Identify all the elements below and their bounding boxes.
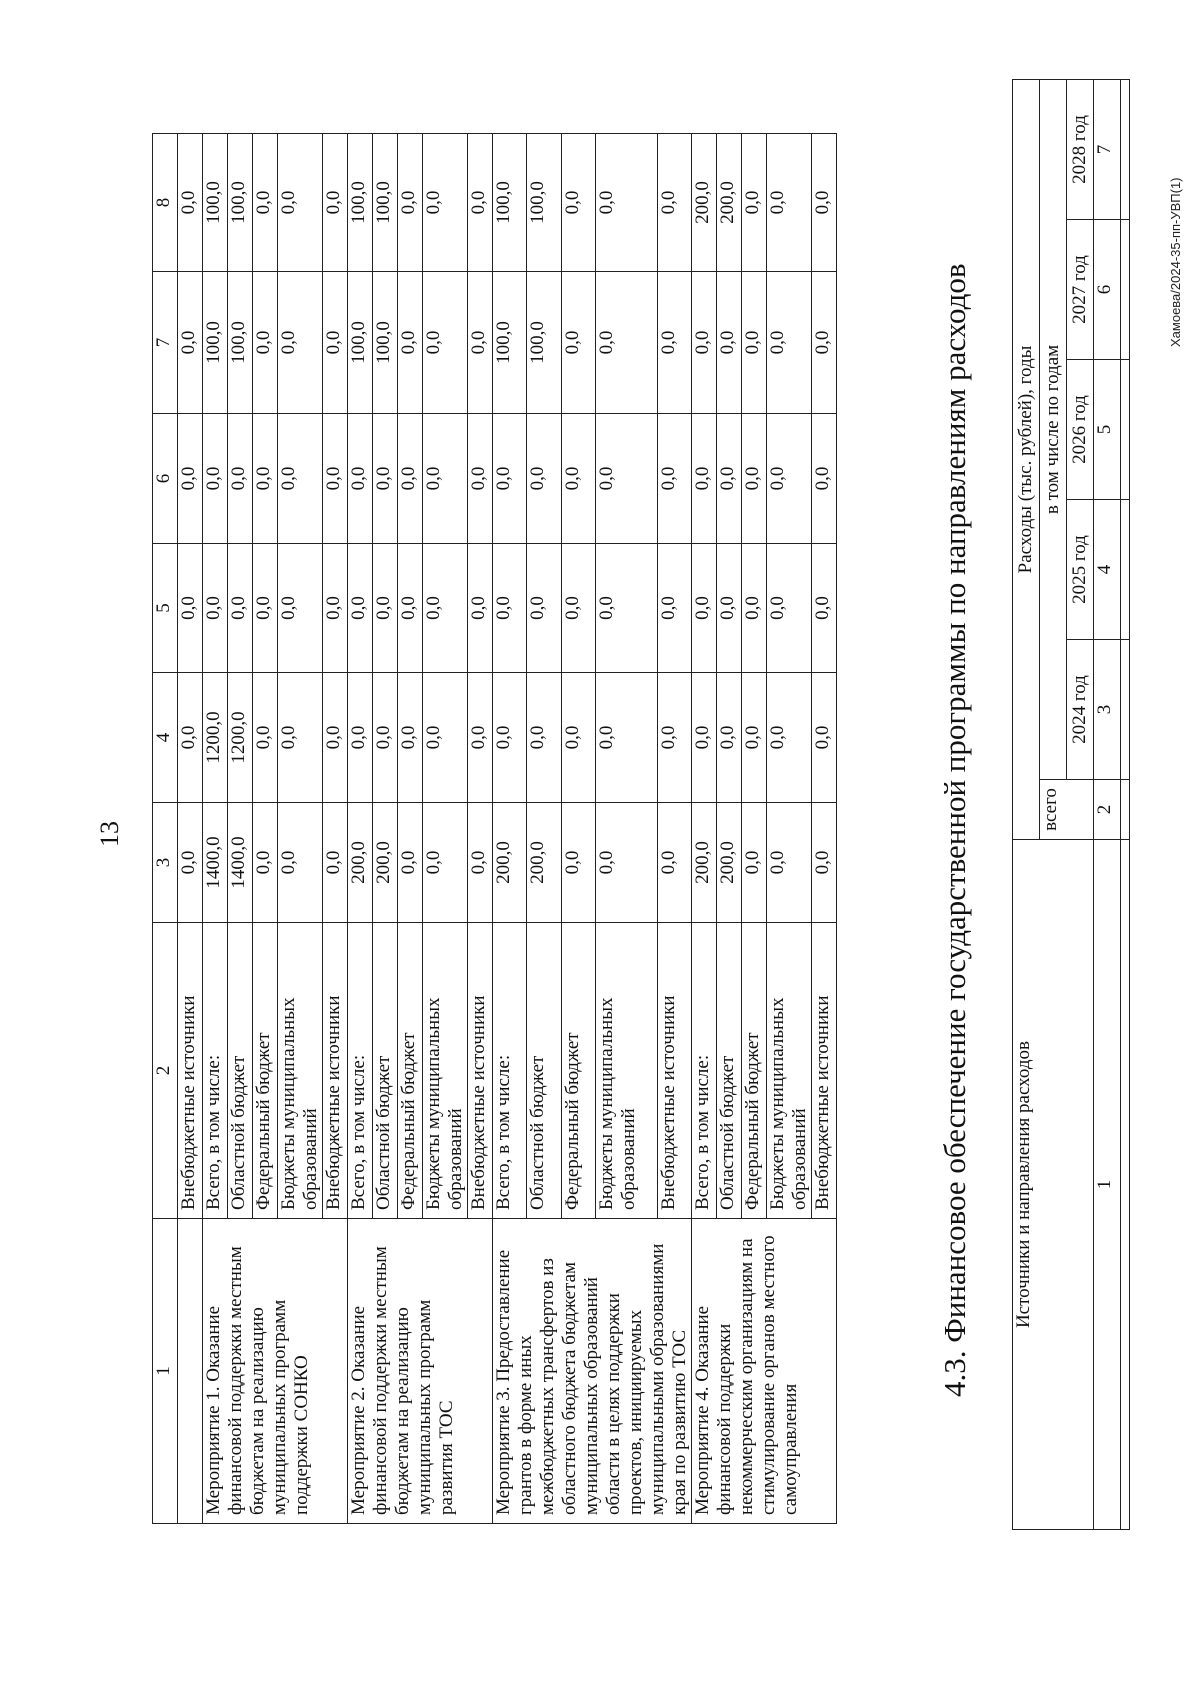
amount-cell: 0,0 (595, 272, 657, 414)
amount-cell: 100,0 (373, 134, 398, 272)
funding-source: Всего, в том числе: (203, 923, 228, 1219)
amount-cell: 0,0 (561, 544, 595, 673)
amount-cell: 200,0 (348, 803, 373, 923)
amount-cell: 0,0 (398, 134, 423, 272)
amount-cell: 200,0 (527, 803, 561, 923)
amount-cell: 0,0 (657, 673, 691, 803)
page-number: 13 (95, 821, 124, 847)
amount-cell: 0,0 (278, 803, 323, 923)
amount-cell: 0,0 (468, 134, 493, 272)
amount-cell: 0,0 (595, 134, 657, 272)
funding-source: Бюджеты муниципальных образований (423, 923, 468, 1219)
amount-cell: 0,0 (493, 414, 527, 544)
amount-cell: 0,0 (348, 673, 373, 803)
amount-cell: 100,0 (228, 134, 253, 272)
amount-cell: 0,0 (253, 544, 278, 673)
amount-cell: 0,0 (423, 803, 468, 923)
total-header: всего (1040, 780, 1094, 840)
amount-cell: 0,0 (742, 544, 767, 673)
empty-cell (1121, 220, 1130, 360)
funding-source: Федеральный бюджет (561, 923, 595, 1219)
amount-cell: 0,0 (717, 414, 742, 544)
event-name: Мероприятие 2. Оказание финансовой поддержки местным бюджетам на реализацию муниципальных программ развития ТОС (348, 1219, 493, 1524)
amount-cell: 100,0 (348, 134, 373, 272)
amount-cell: 0,0 (561, 134, 595, 272)
table-row (692, 134, 717, 1524)
amount-cell: 200,0 (373, 803, 398, 923)
funding-source: Всего, в том числе: (692, 923, 717, 1219)
table-row (203, 134, 228, 1524)
amount-cell: 0,0 (468, 544, 493, 673)
year-header: 2027 год (1067, 220, 1094, 360)
year-header: 2024 год (1067, 640, 1094, 780)
amount-cell: 0,0 (527, 673, 561, 803)
funding-source: Областной бюджет (228, 923, 253, 1219)
amount-cell: 0,0 (767, 803, 812, 923)
amount-cell: 0,0 (767, 544, 812, 673)
amount-cell: 0,0 (812, 544, 837, 673)
amount-cell: 0,0 (527, 414, 561, 544)
amount-cell: 0,0 (742, 272, 767, 414)
event-name: Мероприятие 4. Оказание финансовой поддержки некоммерческим организациям на стимулирование органов местного самоуправления (692, 1219, 837, 1524)
amount-cell: 0,0 (561, 803, 595, 923)
funding-source: Федеральный бюджет (253, 923, 278, 1219)
amount-cell: 0,0 (278, 544, 323, 673)
expenses-group-header: Расходы (тыс. рублей), годы (1013, 79, 1040, 839)
table-row (493, 134, 527, 1524)
funding-source: Бюджеты муниципальных образований (595, 923, 657, 1219)
amount-cell: 0,0 (323, 134, 348, 272)
funding-source: Областной бюджет (527, 923, 561, 1219)
amount-cell: 1200,0 (228, 673, 253, 803)
amount-cell: 0,0 (767, 673, 812, 803)
funding-source: Областной бюджет (373, 923, 398, 1219)
by-year-header: в том числе по годам (1040, 79, 1067, 779)
amount-cell: 100,0 (228, 272, 253, 414)
empty-cell (1121, 500, 1130, 640)
amount-cell: 0,0 (178, 414, 203, 544)
amount-cell: 0,0 (561, 272, 595, 414)
amount-cell: 0,0 (468, 803, 493, 923)
event-name: Мероприятие 1. Оказание финансовой поддержки местным бюджетам на реализацию муниципальных программ поддержки СОНКО (203, 1219, 348, 1524)
amount-cell: 0,0 (323, 414, 348, 544)
amount-cell: 0,0 (717, 272, 742, 414)
amount-cell: 0,0 (278, 134, 323, 272)
amount-cell: 0,0 (398, 272, 423, 414)
empty-cell (1121, 780, 1130, 840)
amount-cell: 0,0 (398, 414, 423, 544)
funding-source: Внебюджетные источники (468, 923, 493, 1219)
amount-cell: 0,0 (692, 272, 717, 414)
column-number: 4 (1094, 500, 1121, 640)
funding-source: Бюджеты муниципальных образований (278, 923, 323, 1219)
amount-cell: 0,0 (812, 803, 837, 923)
amount-cell: 0,0 (561, 673, 595, 803)
amount-cell: 0,0 (742, 414, 767, 544)
amount-cell: 0,0 (278, 272, 323, 414)
amount-cell: 0,0 (767, 272, 812, 414)
column-number: 7 (153, 272, 178, 414)
amount-cell: 0,0 (595, 673, 657, 803)
amount-cell: 0,0 (692, 414, 717, 544)
amount-cell: 0,0 (323, 803, 348, 923)
document-footer: Хамоева/2024-35-пп-УВП(1) (1168, 177, 1183, 347)
amount-cell: 100,0 (493, 134, 527, 272)
empty-cell (1121, 640, 1130, 780)
amount-cell: 0,0 (812, 134, 837, 272)
amount-cell: 100,0 (527, 134, 561, 272)
amount-cell: 0,0 (323, 673, 348, 803)
amount-cell: 0,0 (253, 272, 278, 414)
column-number: 1 (1094, 840, 1121, 1530)
amount-cell: 0,0 (767, 414, 812, 544)
amount-cell: 0,0 (423, 414, 468, 544)
funding-source: Федеральный бюджет (742, 923, 767, 1219)
funding-table (152, 133, 837, 1524)
amount-cell: 0,0 (423, 134, 468, 272)
amount-cell: 0,0 (178, 134, 203, 272)
year-header: 2028 год (1067, 79, 1094, 219)
amount-cell: 0,0 (468, 673, 493, 803)
amount-cell: 0,0 (178, 272, 203, 414)
amount-cell: 0,0 (692, 544, 717, 673)
amount-cell: 200,0 (692, 134, 717, 272)
amount-cell: 0,0 (278, 414, 323, 544)
amount-cell: 0,0 (742, 673, 767, 803)
column-number: 8 (153, 134, 178, 272)
amount-cell: 0,0 (423, 272, 468, 414)
funding-source: Всего, в том числе: (348, 923, 373, 1219)
amount-cell: 0,0 (398, 803, 423, 923)
amount-cell: 0,0 (692, 673, 717, 803)
amount-cell: 0,0 (348, 414, 373, 544)
amount-cell: 0,0 (468, 272, 493, 414)
amount-cell: 0,0 (178, 544, 203, 673)
amount-cell: 0,0 (812, 272, 837, 414)
amount-cell: 0,0 (398, 544, 423, 673)
amount-cell: 1400,0 (203, 803, 228, 923)
amount-cell: 0,0 (373, 414, 398, 544)
amount-cell: 0,0 (595, 544, 657, 673)
amount-cell: 0,0 (348, 544, 373, 673)
empty-cell (1121, 79, 1130, 219)
amount-cell: 0,0 (493, 673, 527, 803)
column-number: 3 (153, 803, 178, 923)
amount-cell: 100,0 (348, 272, 373, 414)
amount-cell: 0,0 (228, 544, 253, 673)
amount-cell: 100,0 (527, 272, 561, 414)
amount-cell: 0,0 (178, 673, 203, 803)
amount-cell: 0,0 (323, 272, 348, 414)
amount-cell: 100,0 (203, 134, 228, 272)
amount-cell: 200,0 (692, 803, 717, 923)
amount-cell: 0,0 (373, 673, 398, 803)
col-sources-header: Источники и направления расходов (1013, 840, 1094, 1530)
amount-cell: 0,0 (203, 414, 228, 544)
expense-directions-table (1012, 79, 1130, 1530)
amount-cell: 0,0 (203, 544, 228, 673)
column-number: 4 (153, 673, 178, 803)
header-row (153, 134, 178, 1524)
column-number: 5 (1094, 360, 1121, 500)
column-number: 1 (153, 1219, 178, 1524)
funding-source: Областной бюджет (717, 923, 742, 1219)
amount-cell: 0,0 (657, 414, 691, 544)
funding-source: Всего, в том числе: (493, 923, 527, 1219)
table-row (348, 134, 373, 1524)
amount-cell: 0,0 (657, 272, 691, 414)
amount-cell: 0,0 (373, 544, 398, 673)
column-number: 6 (1094, 220, 1121, 360)
empty-cell (1121, 360, 1130, 500)
amount-cell: 0,0 (742, 134, 767, 272)
column-number: 5 (153, 544, 178, 673)
amount-cell: 0,0 (657, 134, 691, 272)
column-number: 6 (153, 414, 178, 544)
amount-cell: 0,0 (398, 673, 423, 803)
column-number: 7 (1094, 79, 1121, 219)
amount-cell: 0,0 (253, 134, 278, 272)
funding-source: Бюджеты муниципальных образований (767, 923, 812, 1219)
amount-cell: 0,0 (253, 673, 278, 803)
amount-cell: 0,0 (278, 673, 323, 803)
funding-source: Внебюджетные источники (178, 923, 203, 1219)
amount-cell: 0,0 (423, 544, 468, 673)
empty-cell (1121, 840, 1130, 1530)
table-row (178, 134, 203, 1524)
amount-cell: 0,0 (228, 414, 253, 544)
amount-cell: 0,0 (657, 803, 691, 923)
amount-cell: 100,0 (203, 272, 228, 414)
event-name (178, 1219, 203, 1524)
amount-cell: 1400,0 (228, 803, 253, 923)
amount-cell: 1200,0 (203, 673, 228, 803)
amount-cell: 0,0 (253, 414, 278, 544)
amount-cell: 0,0 (423, 673, 468, 803)
amount-cell: 0,0 (527, 544, 561, 673)
event-name: Мероприятие 3. Предоставление грантов в форме иных межбюджетных трансфертов из областного бюджета бюджетам муниципальных образований области в целях поддержки проектов, инициируемых муниципальными образованиями края по развитию ТОС (493, 1219, 692, 1524)
amount-cell: 0,0 (561, 414, 595, 544)
year-header: 2025 год (1067, 500, 1094, 640)
amount-cell: 0,0 (595, 803, 657, 923)
amount-cell: 0,0 (468, 414, 493, 544)
amount-cell: 0,0 (717, 673, 742, 803)
funding-source: Внебюджетные источники (657, 923, 691, 1219)
funding-source: Внебюджетные источники (812, 923, 837, 1219)
column-number: 3 (1094, 640, 1121, 780)
amount-cell: 100,0 (373, 272, 398, 414)
amount-cell: 0,0 (742, 803, 767, 923)
amount-cell: 200,0 (493, 803, 527, 923)
amount-cell: 0,0 (717, 544, 742, 673)
amount-cell: 0,0 (493, 544, 527, 673)
amount-cell: 200,0 (717, 803, 742, 923)
amount-cell: 0,0 (253, 803, 278, 923)
amount-cell: 0,0 (767, 134, 812, 272)
column-number: 2 (153, 923, 178, 1219)
column-number: 2 (1094, 780, 1121, 840)
amount-cell: 0,0 (657, 544, 691, 673)
amount-cell: 100,0 (493, 272, 527, 414)
amount-cell: 0,0 (812, 673, 837, 803)
funding-source: Федеральный бюджет (398, 923, 423, 1219)
section-title: 4.3. Финансовое обеспечение государственной программы по направлениям расходов (937, 263, 972, 1397)
amount-cell: 0,0 (812, 414, 837, 544)
amount-cell: 200,0 (717, 134, 742, 272)
year-header: 2026 год (1067, 360, 1094, 500)
amount-cell: 0,0 (323, 544, 348, 673)
amount-cell: 0,0 (595, 414, 657, 544)
funding-source: Внебюджетные источники (323, 923, 348, 1219)
amount-cell: 0,0 (178, 803, 203, 923)
